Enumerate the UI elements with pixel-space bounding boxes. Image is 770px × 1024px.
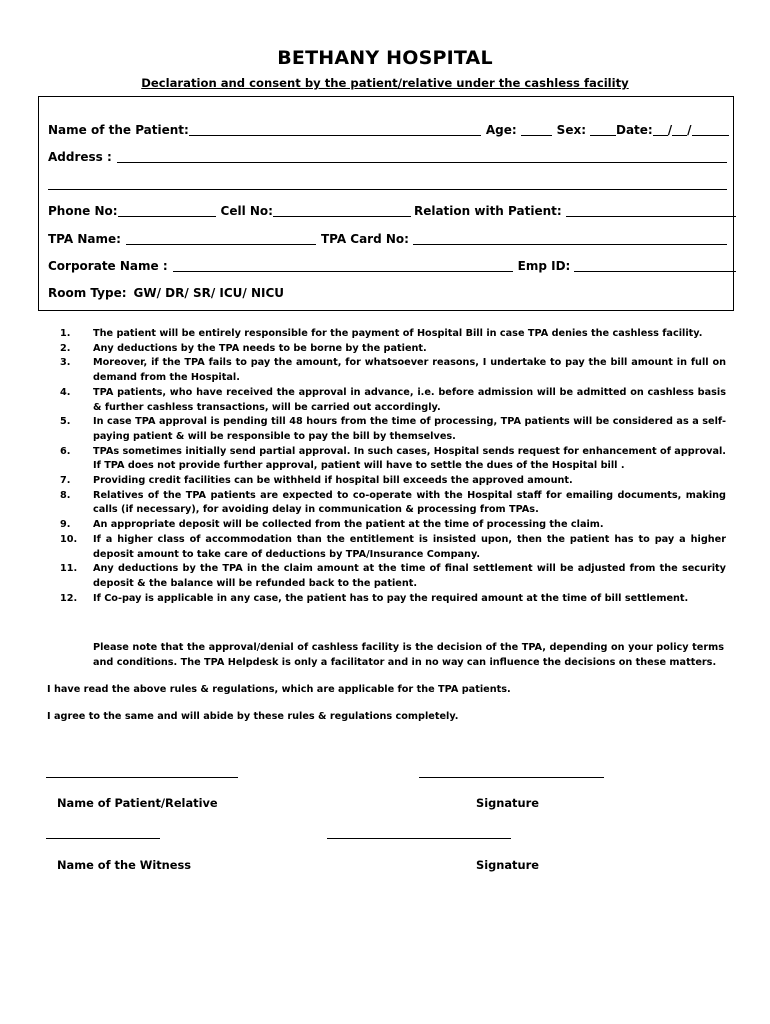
- address-field-line-2[interactable]: [48, 177, 727, 190]
- rule-text: An appropriate deposit will be collected from the patient at the time of processing the claim.: [93, 519, 604, 531]
- rule-number: 5.: [60, 416, 71, 428]
- tpa-name-label: TPA Name:: [48, 232, 121, 246]
- rule-number: 2.: [60, 342, 71, 354]
- corporate-field[interactable]: [173, 259, 513, 272]
- hospital-title: BETHANY HOSPITAL: [277, 47, 493, 69]
- patient-signature-line[interactable]: [419, 777, 604, 778]
- witness-name-line[interactable]: [46, 838, 160, 839]
- tpa-note: Please note that the approval/denial of cashless facility is the decision of the TPA, depending on your policy terms and conditions. The TPA Helpdesk is only a facilitator and in no way can influence the decisions on these matters.: [93, 642, 724, 668]
- witness-signature-label: Signature: [476, 858, 539, 872]
- rule-item: [50, 327, 726, 342]
- cell-field[interactable]: [273, 204, 411, 217]
- rule-text: Any deductions by the TPA needs to be borne by the patient.: [93, 342, 427, 354]
- date-label: Date:: [616, 123, 653, 137]
- rule-item: [50, 386, 726, 415]
- rule-number: 10.: [60, 533, 78, 545]
- rule-number: 7.: [60, 475, 71, 487]
- date-month-field[interactable]: [672, 123, 687, 136]
- phone-field[interactable]: [118, 204, 216, 217]
- tpa-card-label: TPA Card No:: [320, 232, 409, 246]
- rule-text: Moreover, if the TPA fails to pay the amount, for whatsoever reasons, I undertake to pay the bill amount in full on demand from the Hospital.: [93, 357, 726, 384]
- sex-field[interactable]: [590, 123, 616, 136]
- row-name-age-sex-date: [48, 121, 725, 137]
- relation-field[interactable]: [566, 204, 736, 217]
- rule-item: [50, 342, 726, 357]
- rule-item: [50, 415, 726, 444]
- date-day-field[interactable]: [653, 123, 668, 136]
- rule-item: [50, 356, 726, 385]
- rule-text: In case TPA approval is pending till 48 hours from the time of processing, TPA patients will be considered as a self-paying patient & will be responsible to pay the bill by themselves.: [93, 416, 726, 442]
- age-label: Age:: [485, 123, 517, 137]
- patient-relative-name-line[interactable]: [46, 777, 238, 778]
- rule-item: [50, 562, 726, 591]
- row-tpa: [48, 230, 725, 246]
- address-field-line-1[interactable]: [117, 150, 727, 163]
- declaration-read: I have read the above rules & regulations, which are applicable for the TPA patients.: [47, 684, 511, 695]
- corporate-label: Corporate Name :: [48, 259, 168, 273]
- witness-label: Name of the Witness: [57, 858, 192, 872]
- patient-name-label: Name of the Patient:: [48, 123, 189, 137]
- witness-signature-line[interactable]: [327, 838, 511, 839]
- form-subtitle: Declaration and consent by the patient/relative under the cashless facility: [141, 76, 629, 90]
- age-field[interactable]: [521, 123, 552, 136]
- date-separator: /: [687, 123, 692, 137]
- cell-label: Cell No:: [220, 204, 273, 218]
- emp-id-field[interactable]: [574, 259, 736, 272]
- relation-label: Relation with Patient:: [413, 204, 562, 218]
- patient-name-field[interactable]: [189, 123, 481, 136]
- rule-number: 12.: [60, 592, 78, 604]
- rule-text: TPA patients, who have received the approval in advance, i.e. before admission will be admitted on cashless basis & further cashless transactions, will be carried out accordingly.: [93, 386, 726, 413]
- tpa-name-field[interactable]: [126, 232, 316, 245]
- room-type-label: Room Type:: [48, 286, 127, 300]
- tpa-card-field[interactable]: [413, 232, 727, 245]
- emp-id-label: Emp ID:: [517, 259, 571, 273]
- rule-number: 3.: [60, 357, 71, 369]
- rule-number: 4.: [60, 386, 71, 398]
- row-phone-cell-relation: [48, 202, 725, 218]
- phone-label: Phone No:: [48, 204, 118, 218]
- row-corporate: [48, 257, 725, 273]
- rule-item: [50, 474, 726, 489]
- rules-list: [50, 327, 726, 606]
- rule-text: The patient will be entirely responsible for the payment of Hospital Bill in case TPA denies the cashless facility.: [93, 328, 703, 339]
- address-label: Address :: [48, 150, 112, 164]
- patient-details-box: [38, 96, 734, 311]
- room-type-options[interactable]: GW/ DR/ SR/ ICU/ NICU: [133, 286, 285, 300]
- rule-text: If a higher class of accommodation than the entitlement is insisted upon, then the patient has to pay a higher deposit amount to take care of deductions by TPA/Insurance Company.: [93, 533, 726, 560]
- patient-signature-label: Signature: [476, 796, 539, 810]
- row-address-continued: [48, 175, 725, 191]
- rule-item: [50, 533, 726, 562]
- rule-text: Any deductions by the TPA in the claim amount at the time of final settlement will be adjusted from the security deposit & the balance will be refunded back to the patient.: [93, 563, 726, 589]
- rule-number: 6.: [60, 445, 71, 457]
- sex-label: Sex:: [556, 123, 586, 137]
- rule-number: 11.: [60, 563, 78, 575]
- rule-number: 9.: [60, 519, 71, 531]
- date-year-field[interactable]: [692, 123, 729, 136]
- rule-item: [50, 445, 726, 474]
- rule-item: [50, 489, 726, 518]
- rule-text: Relatives of the TPA patients are expected to co-operate with the Hospital staff for emailing documents, making calls (if necessary), for avoiding delay in communication & processing from TPAs.: [93, 489, 726, 516]
- rule-text: Providing credit facilities can be withheld if hospital bill exceeds the approved amount.: [93, 475, 573, 487]
- rule-item: [50, 592, 726, 607]
- rule-text: If Co-pay is applicable in any case, the patient has to pay the required amount at the time of bill settlement.: [93, 592, 689, 604]
- rule-number: 1.: [60, 328, 71, 339]
- date-separator: /: [667, 123, 673, 137]
- rule-text: TPAs sometimes initially send partial approval. In such cases, Hospital sends request for enhancement of approval. If TPA does not provide further approval, patient will have to settle the dues of the Hospital bill .: [93, 445, 726, 472]
- row-address: [48, 148, 725, 164]
- row-room-type: [48, 284, 725, 300]
- rule-number: 8.: [60, 489, 71, 501]
- rule-item: [50, 518, 726, 533]
- patient-relative-label: Name of Patient/Relative: [57, 796, 218, 810]
- declaration-agree: I agree to the same and will abide by these rules & regulations completely.: [47, 711, 459, 722]
